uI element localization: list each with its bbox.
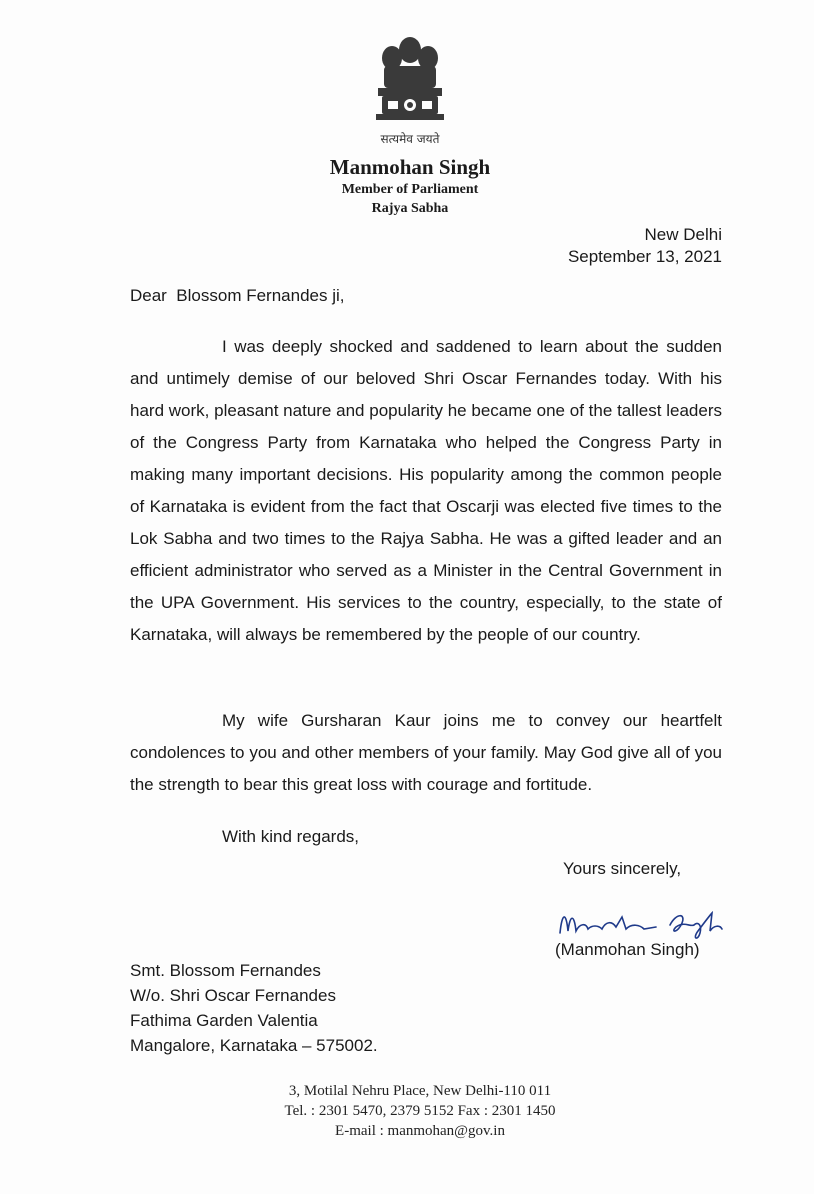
recipient-name: Smt. Blossom Fernandes bbox=[130, 961, 321, 980]
paragraph-condolence: I was deeply shocked and saddened to learn about the sudden and untimely demise of our beloved Shri Oscar Fernandes today. With his hard work, pleasant nature and popularity he became one of the tallest leaders of the Congress Party from Karnataka who helped the Congress Party in making many important decisions. His popularity among the common people of Karnataka is evident from the fact that Oscarji was elected five times to the Lok Sabha and two times to the Rajya Sabha. He was a gifted leader and an efficient administrator who served as a Minister in the Central Government in the UPA Government. His services to the country, especially, to the state of Karnataka, will always be remembered by the people of our country. bbox=[130, 337, 722, 644]
footer-phone: Tel. : 2301 5470, 2379 5152 Fax : 2301 1450 bbox=[284, 1103, 556, 1119]
paragraph-family: My wife Gursharan Kaur joins me to convey our heartfelt condolences to you and other members of your family. May God give all of you the strength to bear this great loss with courage and fortitude. bbox=[130, 711, 722, 794]
recipient-relation: W/o. Shri Oscar Fernandes bbox=[130, 986, 336, 1005]
emblem-motto: सत्यमेव जयते bbox=[380, 132, 440, 146]
national-emblem-icon bbox=[370, 28, 450, 138]
sender-name: Manmohan Singh bbox=[329, 155, 491, 179]
sender-house: Rajya Sabha bbox=[371, 201, 449, 216]
footer-address: 3, Motilal Nehru Place, New Delhi-110 011 bbox=[288, 1083, 552, 1099]
closing-regards: With kind regards, bbox=[222, 827, 359, 846]
handwritten-signature bbox=[552, 903, 732, 943]
sender-designation: Member of Parliament bbox=[341, 182, 479, 197]
recipient-city: Mangalore, Karnataka – 575002. bbox=[130, 1036, 378, 1055]
letter-place: New Delhi bbox=[644, 225, 722, 244]
closing-sign-off: Yours sincerely, bbox=[563, 859, 682, 878]
signatory-name: (Manmohan Singh) bbox=[555, 940, 700, 959]
salutation: Dear Blossom Fernandes ji, bbox=[130, 286, 345, 305]
footer-email: E-mail : manmohan@gov.in bbox=[335, 1123, 505, 1139]
recipient-street: Fathima Garden Valentia bbox=[130, 1011, 318, 1030]
letter-date: September 13, 2021 bbox=[567, 247, 722, 266]
